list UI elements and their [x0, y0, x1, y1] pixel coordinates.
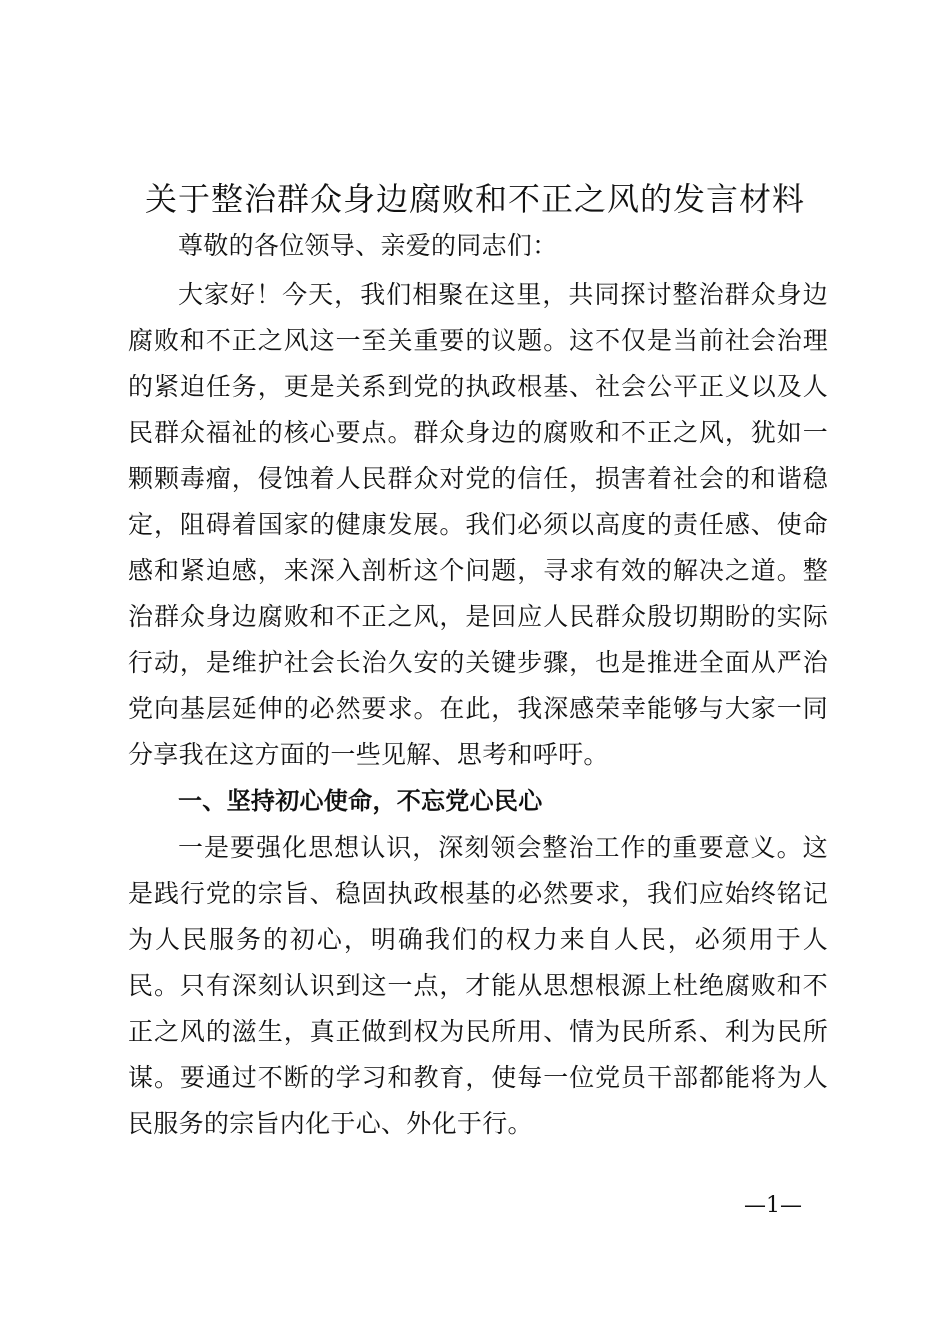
page-number: —1— [744, 1193, 802, 1218]
section-paragraph: 一是要强化思想认识，深刻领会整治工作的重要意义。这是践行党的宗旨、稳固执政根基的必然要求，我们应始终铭记为人民服务的初心，明确我们的权力来自人民，必须用于人民。只有深刻认识到这一点，才能从思想根源上杜绝腐败和不正之风的滋生，真正做到权为民所用、情为民所系、利为民所谋。要通过不断的学习和教育，使每一位党员干部都能将为人民服务的宗旨内化于心、外化于行。 [128, 833, 828, 1138]
document-title: 关于整治群众身边腐败和不正之风的发言材料 [144, 180, 805, 218]
greeting-line: 尊敬的各位领导、亲爱的同志们： [178, 231, 558, 260]
section-heading: 一、坚持初心使命，不忘党心民心 [178, 787, 543, 815]
intro-paragraph: 大家好！今天，我们相聚在这里，共同探讨整治群众身边腐败和不正之风这一至关重要的议题。这不仅是当前社会治理的紧迫任务，更是关系到党的执政根基、社会公平正义以及人民群众福祉的核心要点。群众身边的腐败和不正之风，犹如一颗颗毒瘤，侵蚀着人民群众对党的信任，损害着社会的和谐稳定，阻碍着国家的健康发展。我们必须以高度的责任感、使命感和紧迫感，来深入剖析这个问题，寻求有效的解决之道。整治群众身边腐败和不正之风，是回应人民群众殷切期盼的实际行动，是维护社会长治久安的关键步骤，也是推进全面从严治党向基层延伸的必然要求。在此，我深感荣幸能够与大家一同分享我在这方面的一些见解、思考和呼吁。 [128, 280, 828, 769]
